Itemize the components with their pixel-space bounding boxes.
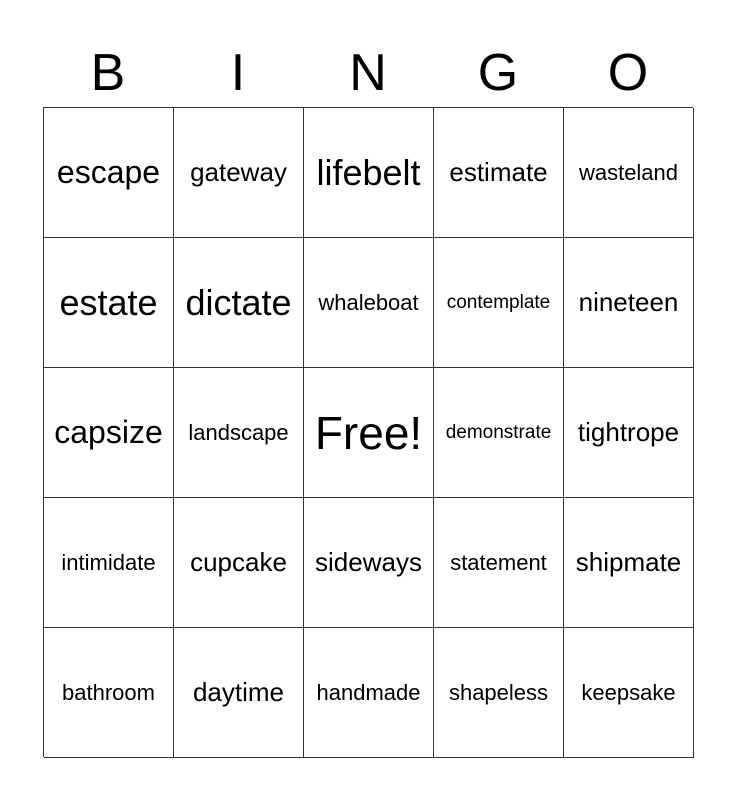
bingo-cell: nineteen <box>564 238 694 368</box>
bingo-cell: shipmate <box>564 498 694 628</box>
bingo-cell: bathroom <box>44 628 174 758</box>
bingo-cell: cupcake <box>174 498 304 628</box>
bingo-cell: whaleboat <box>304 238 434 368</box>
bingo-cell: estimate <box>434 108 564 238</box>
header-letter-g: G <box>477 44 519 102</box>
bingo-cell: estate <box>44 238 174 368</box>
bingo-cell: gateway <box>174 108 304 238</box>
bingo-cell: contemplate <box>434 238 564 368</box>
bingo-cell: lifebelt <box>304 108 434 238</box>
bingo-cell: intimidate <box>44 498 174 628</box>
header-letter-n: N <box>349 44 387 102</box>
bingo-cell: daytime <box>174 628 304 758</box>
bingo-cell: sideways <box>304 498 434 628</box>
bingo-cell: demonstrate <box>434 368 564 498</box>
bingo-cell: dictate <box>174 238 304 368</box>
bingo-cell: wasteland <box>564 108 694 238</box>
header-letter-o: O <box>607 44 649 102</box>
bingo-cell: keepsake <box>564 628 694 758</box>
bingo-board <box>43 107 693 757</box>
bingo-cell: landscape <box>174 368 304 498</box>
bingo-cell: statement <box>434 498 564 628</box>
bingo-cell: tightrope <box>564 368 694 498</box>
header-letter-b: B <box>90 44 126 102</box>
bingo-header <box>43 42 693 104</box>
bingo-cell: shapeless <box>434 628 564 758</box>
bingo-cell: capsize <box>44 368 174 498</box>
bingo-cell: escape <box>44 108 174 238</box>
bingo-cell: handmade <box>304 628 434 758</box>
header-letter-i: I <box>230 44 246 102</box>
free-space-cell: Free! <box>304 368 434 498</box>
